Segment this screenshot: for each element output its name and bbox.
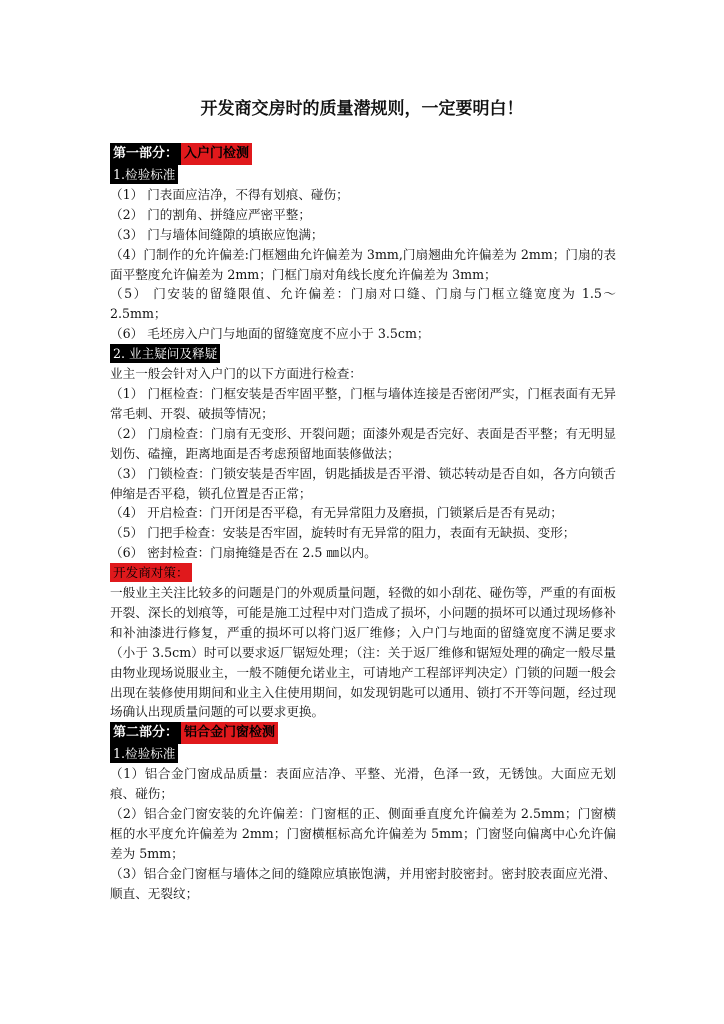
section-intro: 业主一般会针对入户门的以下方面进行检查： bbox=[110, 366, 362, 382]
list-item: （2） 门的割角、拼缝应严密平整； bbox=[110, 206, 311, 222]
list-item: （4） 开启检查：门开闭是否平稳，有无异常阻力及磨损，门锁紧后是否有晃动； bbox=[110, 505, 563, 521]
list-item: （1）铝合金门窗成品质量：表面应洁净、平整、光滑，色泽一致，无锈蚀。大面应无划痕、碰伤； bbox=[110, 766, 616, 802]
part1-section2-heading: 2. 业主疑问及释疑 bbox=[110, 344, 220, 363]
developer-strategy-text: 一般业主关注比较多的问题是门的外观质量问题，轻微的如小刮花、碰伤等，严重的有面板开裂、深长的划痕等，可能是施工过程中对门造成了损坏，小问题的损坏可以通过现场修补和补油漆进行修复，严重的损坏可以将门返厂维修；入户门与地面的留缝宽度不满足要求（小于 3.5cm）时可以要求返厂锯短处理；（注：关于返厂维修和锯短处理的确定一般尽量由物业现场说服业主，一般不随便允诺业主，可请地产工程部评判决定）门锁的问题一般会出现在装修使用期间和业主入住使用期间，如发现钥匙可以通用、锁打不开等问题，经过现场确认出现质量问题的可以要求更换。 bbox=[110, 585, 616, 720]
list-item: （3） 门锁检查：门锁安装是否牢固，钥匙插拔是否平滑、锁芯转动是否自如，各方向锁舌伸缩是否平稳，锁孔位置是否正常； bbox=[110, 465, 616, 501]
part2-section1-heading: 1.检验标准 bbox=[110, 744, 178, 763]
list-item: （5） 门把手检查：安装是否牢固，旋转时有无异常的阻力，表面有无缺损、变形； bbox=[110, 525, 576, 541]
list-item: （2）铝合金门窗安装的允许偏差：门窗框的正、侧面垂直度允许偏差为 2.5mm；门窗横框的水平度允许偏差为 2mm；门窗横框标高允许偏差为 5mm；门窗竖向偏离中心允许偏差为 5mm； bbox=[110, 806, 616, 861]
part1-header bbox=[110, 143, 616, 165]
part1-section1-heading: 1.检验标准 bbox=[110, 165, 178, 184]
list-item: （4）门制作的允许偏差:门框翘曲允许偏差为 3mm,门扇翘曲允许偏差为 2mm；门扇的表面平整度允许偏差为 2mm；门框门扇对角线长度允许偏差为 3mm； bbox=[110, 246, 616, 282]
document-body bbox=[110, 143, 616, 904]
part2-header bbox=[110, 722, 616, 744]
list-item: （6） 毛坯房入户门与地面的留缝宽度不应小于 3.5cm； bbox=[110, 326, 430, 342]
developer-strategy-heading: 开发商对策： bbox=[110, 563, 192, 582]
list-item: （5） 门安装的留缝限值、允许偏差：门扇对口缝、门扇与门框立缝宽度为 1.5～2.5mm； bbox=[110, 286, 616, 322]
list-item: （6） 密封检查：门扇掩缝是否在 2.5 ㎜以内。 bbox=[110, 545, 377, 561]
part1-name: 入户门检测 bbox=[181, 143, 252, 165]
document-title: 开发商交房时的质量潜规则，一定要明白！ bbox=[200, 99, 524, 119]
part2-label: 第二部分： bbox=[110, 722, 181, 744]
list-item: （2） 门扇检查：门扇有无变形、开裂问题；面漆外观是否完好、表面是否平整；有无明显划伤、磕撞，距离地面是否考虑预留地面装修做法； bbox=[110, 425, 616, 461]
list-item: （3） 门与墙体间缝隙的填嵌应饱满； bbox=[110, 226, 324, 242]
part1-label: 第一部分： bbox=[110, 143, 181, 165]
list-item: （1） 门框检查：门框安装是否牢固平整，门框与墙体连接是否密闭严实，门框表面有无异常毛刺、开裂、破损等情况； bbox=[110, 385, 616, 421]
list-item: （3）铝合金门窗框与墙体之间的缝隙应填嵌饱满，并用密封胶密封。密封胶表面应光滑、顺直、无裂纹； bbox=[110, 865, 616, 901]
part2-name: 铝合金门窗检测 bbox=[181, 722, 278, 744]
list-item: （1） 门表面应洁净，不得有划痕、碰伤； bbox=[110, 186, 349, 202]
